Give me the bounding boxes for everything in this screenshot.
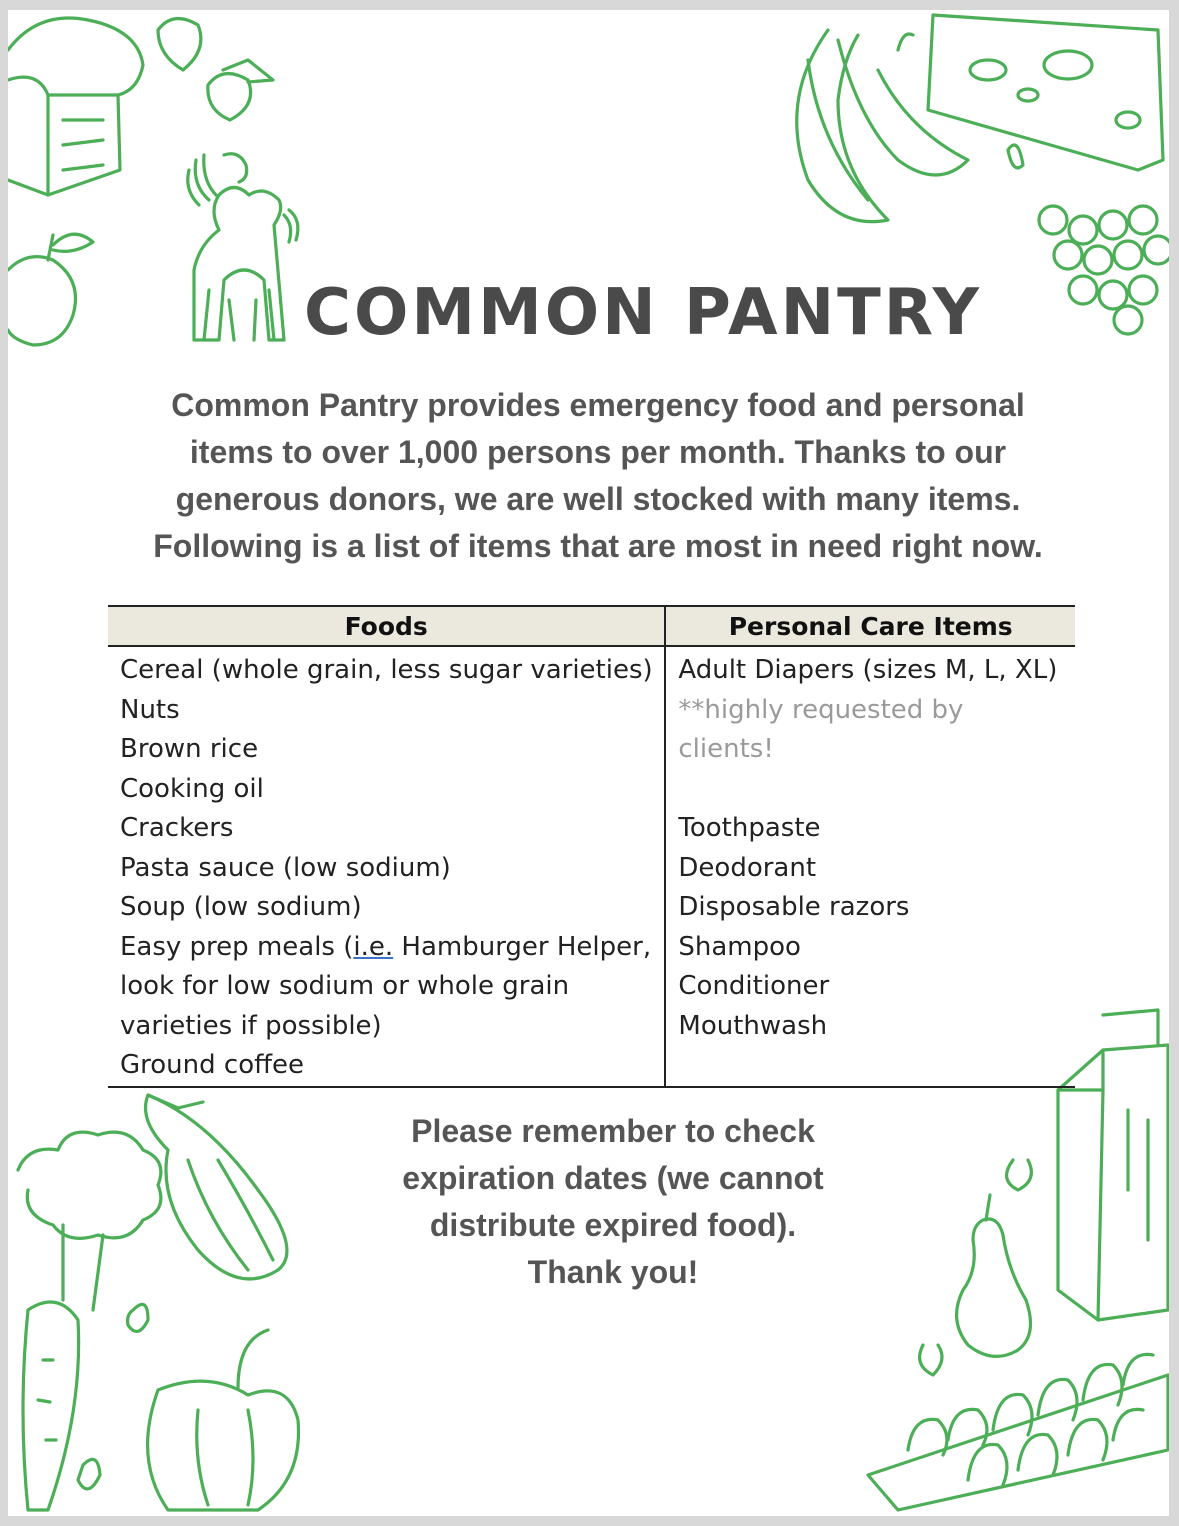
- personal-care-list: [665, 646, 1075, 1087]
- pepper-icon: [148, 1330, 299, 1510]
- column-header-foods: Foods: [108, 606, 665, 646]
- list-item: Cereal (whole grain, less sugar varieties): [120, 655, 653, 685]
- broccoli-icon: [18, 1132, 161, 1310]
- strawberry-icon: [158, 19, 273, 120]
- request-note: **highly requested by: [678, 694, 964, 725]
- onion-icon: [146, 1095, 287, 1279]
- needs-table: [108, 605, 1075, 1088]
- intro-line: generous donors, we are well stocked with many items.: [175, 481, 1021, 517]
- carrot-icon: [23, 1302, 79, 1510]
- list-item: Adult Diapers (sizes M, L, XL): [678, 655, 1058, 685]
- closing-note: [318, 1108, 908, 1296]
- eggs-icon: [868, 1354, 1168, 1510]
- list-item: Brown rice: [120, 734, 259, 764]
- intro-line: Following is a list of items that are most in need right now.: [153, 528, 1043, 564]
- column-header-personal-care: Personal Care Items: [665, 606, 1075, 646]
- list-item: Shampoo: [678, 931, 801, 962]
- intro-line: items to over 1,000 persons per month. Thanks to our: [189, 434, 1007, 470]
- banana-icon: [797, 30, 968, 222]
- list-item: Soup (low sodium): [120, 892, 362, 922]
- foods-list: [108, 646, 665, 1087]
- list-item: Pasta sauce (low sodium): [120, 852, 451, 883]
- closing-line: expiration dates (we cannot: [402, 1160, 824, 1196]
- list-item: Crackers: [120, 813, 234, 843]
- list-item: look for low sodium or whole grain: [120, 971, 570, 1001]
- bread-icon: [8, 18, 143, 195]
- list-item: Ground coffee: [120, 1050, 305, 1080]
- spacer: [678, 770, 1075, 810]
- list-item: Conditioner: [678, 971, 830, 1001]
- abbreviation-ie: i.e.: [353, 931, 394, 962]
- list-item: Nuts: [120, 694, 180, 725]
- closing-line: distribute expired food).: [429, 1207, 797, 1243]
- page-title: COMMON PANTRY: [304, 276, 982, 350]
- list-item-text: Hamburger Helper,: [393, 931, 652, 962]
- pantry-logo-icon: [184, 150, 304, 345]
- request-note: clients!: [678, 734, 774, 764]
- cheese-icon: [928, 15, 1163, 170]
- list-item-text: Easy prep meals (: [120, 931, 354, 962]
- grapes-icon: [1039, 206, 1169, 334]
- closing-line: Thank you!: [527, 1254, 699, 1290]
- list-item: Disposable razors: [678, 892, 910, 922]
- list-item: [120, 928, 664, 968]
- intro-line: Common Pantry provides emergency food and personal: [171, 387, 1025, 423]
- pear-icon: [957, 1195, 1031, 1356]
- list-item: Toothpaste: [678, 813, 821, 843]
- apple-icon: [8, 234, 93, 345]
- flyer-page: [8, 10, 1169, 1516]
- list-item: varieties if possible): [120, 1010, 382, 1041]
- list-item: Mouthwash: [678, 1010, 828, 1041]
- closing-line: Please remember to check: [411, 1113, 815, 1149]
- list-item: Deodorant: [678, 852, 817, 883]
- list-item: Cooking oil: [120, 773, 264, 804]
- intro-paragraph: [78, 382, 1118, 570]
